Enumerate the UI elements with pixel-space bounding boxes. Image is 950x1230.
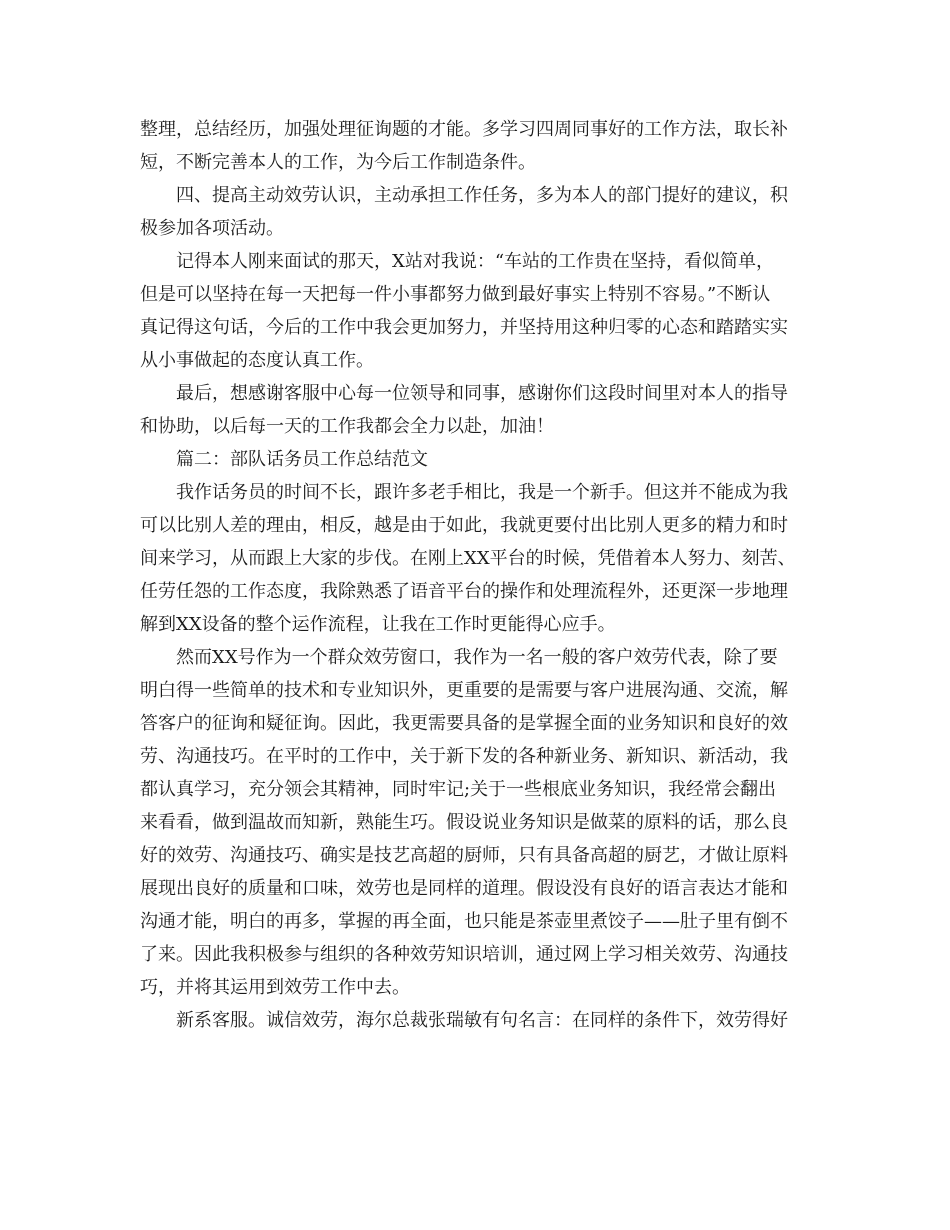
text-line: 了来。因此我积极参与组织的各种效劳知识培训，通过网上学习相关效劳、沟通技	[140, 944, 788, 965]
text-line: 最后，想感谢客服中心每一位领导和同事，感谢你们这段时间里对本人的指导	[176, 383, 788, 404]
text-line: 真记得这句话，今后的工作中我会更加努力，并坚持用这种归零的心态和踏踏实实	[140, 317, 788, 338]
text-line: 沟通才能，明白的再多，掌握的再全面，也只能是茶壶里煮饺子——肚子里有倒不	[140, 911, 788, 932]
text-line: 记得本人刚来面试的那天，X站对我说：“车站的工作贵在坚持，看似简单，	[176, 251, 775, 272]
text-line: 篇二：部队话务员工作总结范文	[176, 449, 428, 470]
text-line: 劳、沟通技巧。在平时的工作中，关于新下发的各种新业务、新知识、新活动，我	[140, 746, 788, 767]
text-line: 都认真学习，充分领会其精神，同时牢记;关于一些根底业务知识，我经常会翻出	[140, 779, 777, 800]
text-line: 和协助，以后每一天的工作我都会全力以赴，加油！	[140, 416, 554, 437]
document-body	[140, 113, 820, 1037]
text-line: 极参加各项活动。	[140, 218, 284, 239]
text-line: 短，不断完善本人的工作，为今后工作制造条件。	[140, 152, 536, 173]
text-line: 我作话务员的时间不长，跟许多老手相比，我是一个新手。但这并不能成为我	[176, 482, 788, 503]
text-line: 四、提高主动效劳认识，主动承担工作任务，多为本人的部门提好的建议，积	[176, 185, 788, 206]
text-line: 好的效劳、沟通技巧、确实是技艺高超的厨师，只有具备高超的厨艺，才做让原料	[140, 845, 788, 866]
text-line: 间来学习，从而跟上大家的步伐。在刚上XX平台的时候，凭借着本人努力、刻苦、	[140, 548, 796, 569]
text-line: 但是可以坚持在每一天把每一件小事都努力做到最好事实上特别不容易。”不断认	[140, 284, 771, 305]
text-line: 可以比别人差的理由，相反，越是由于如此，我就更要付出比别人更多的精力和时	[140, 515, 788, 536]
text-line: 解到XX设备的整个运作流程，让我在工作时更能得心应手。	[140, 614, 616, 635]
text-line: 展现出良好的质量和口味，效劳也是同样的道理。假设没有良好的语言表达才能和	[140, 878, 788, 899]
text-line: 然而XX号作为一个群众效劳窗口，我作为一名一般的客户效劳代表，除了要	[176, 647, 778, 668]
text-line: 新系客服。诚信效劳，海尔总裁张瑞敏有句名言：在同样的条件下，效劳得好	[176, 1010, 788, 1031]
text-line: 明白得一些简单的技术和专业知识外，更重要的是需要与客户进展沟通、交流，解	[140, 680, 788, 701]
text-line: 巧，并将其运用到效劳工作中去。	[140, 977, 410, 998]
text-line: 任劳任怨的工作态度，我除熟悉了语音平台的操作和处理流程外，还更深一步地理	[140, 581, 788, 602]
text-line: 来看看，做到温故而知新，熟能生巧。假设说业务知识是做菜的原料的话，那么良	[140, 812, 788, 833]
text-line: 从小事做起的态度认真工作。	[140, 350, 374, 371]
text-line: 整理，总结经历，加强处理征询题的才能。多学习四周同事好的工作方法，取长补	[140, 119, 788, 140]
text-line: 答客户的征询和疑征询。因此，我更需要具备的是掌握全面的业务知识和良好的效	[140, 713, 788, 734]
